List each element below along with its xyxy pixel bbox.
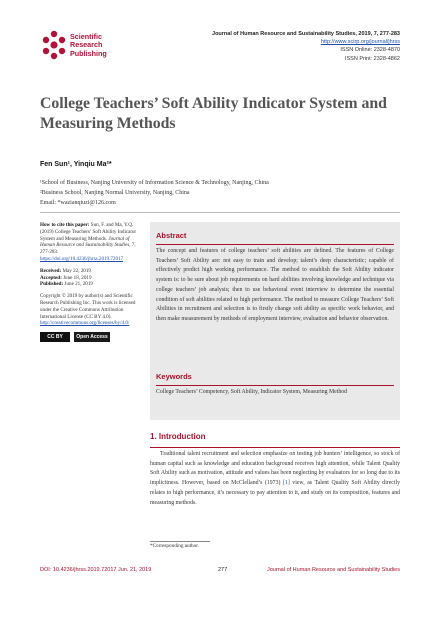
keywords-rule [156,385,394,386]
abstract-rule [156,244,394,245]
scirp-logo-icon [40,30,68,60]
issn-print: ISSN Print: 2328-4862 [344,55,400,62]
journal-info [212,30,400,63]
journal-citation: Journal of Human Resource and Sustainability Studies, 2019, 7, 277-283 [212,31,400,37]
footer-doi: DOI: 10.4236/jhrss.2019.72017 Jun. 21, 2019 [40,567,152,573]
footnote-rule [150,541,210,542]
intro-heading: 1. Introduction [150,432,206,441]
keywords-heading: Keywords [156,372,192,381]
intro-rule [150,447,400,448]
abstract-heading: Abstract [156,231,187,240]
footer-journal: Journal of Human Resource and Sustainability Studies [267,567,400,573]
divider [40,212,400,213]
affiliation-1: ¹School of Business, Nanjing University of Information Science & Technology, Nanjing, China [40,180,269,186]
page-footer [40,567,400,577]
abstract-box [150,222,400,420]
abstract-text: The concept and features of college teachers’ soft abilities are defined. The features of College Teachers’ Soft Ability are: not easy to train and develop; talent’s deep characteristic; capable of effectively predict high working performance. The method to establish the Soft Ability indicator system is: to be sure about job requirements on hard abilities involving knowledge and technique via college teachers’ job analysis; then to use behavioral event interview to determine the essential condition of soft abilities related to high performance. The method to measure College Teachers’ Soft Abilities in recruitment and selection is to firstly change soft ability as specific work behavior, and then make measurement by methods of employment interview, evaluation and behavior observation. [156,248,394,322]
email: Email: *wazianqiuzi@126.com [40,200,116,206]
affiliations [40,178,269,208]
page-number: 277 [218,567,228,573]
open-access-badge-icon: Open Access [74,332,110,342]
keywords-text: College Teachers’ Competency, Soft Ability, Indicator System, Measuring Method [156,389,348,395]
cite-block: How to cite this paper: Sun, F. and Ma, Y.Q. (2019) College Teachers’ Soft Ability Indicator System and Measuring Methods. Journal of Human Resource and Sustainability Studies, 7, 277-283. https://doi.org/10.4236/jhrss.2019.72017 [40,222,137,262]
license-link[interactable]: http://creativecommons.org/licenses/by/4.0/ [40,320,130,327]
issn-online: ISSN Online: 2328-4870 [340,47,400,54]
authors: Fen Sun¹, Yinqiu Ma²* [40,161,112,168]
dates-block: Received: May 22, 2019 Accepted: June 18, 2019 Published: June 21, 2019 [40,267,93,288]
license-badges [40,332,140,342]
reference-link[interactable]: [1] [282,480,290,487]
cite-doi-link[interactable]: https://doi.org/10.4236/jhrss.2019.72017 [40,255,124,262]
cc-by-badge-icon: CC BY [40,332,70,342]
intro-paragraph: Traditional talent recruitment and selection emphasize on testing job hunters’ intelligence, so stock of human capital such as knowledge and education background receives high attention, while Talent Quality Soft Ability such as motivation, attitude and values has been neglecting by evaluators for so long due to its implicitness. However, based on McClelland’s (1973) [1] view, as Talent Quality Soft Ability directly relates to high performance, it’s necessary to pay attention to it, and study on its composition, features and measuring methods. [150,451,400,506]
paper-title: College Teachers’ Soft Ability Indicator System and Measuring Methods [40,95,387,132]
publisher-name: Scientific Research Publishing [70,32,107,58]
publisher-logo [40,30,160,70]
affiliation-2: ²Business School, Nanjing Normal University, Nanjing, China [40,190,190,196]
article-sidebar [40,222,140,342]
journal-url-link[interactable]: http://www.scirp.org/journal/jhrss [320,39,400,46]
footnote: *Corresponding author. [150,543,199,549]
copyright-block: Copyright © 2019 by author(s) and Scientific Research Publishing Inc. This work is licensed under the Creative Commons Attribution International License (CC BY 4.0). http://creativecommons.org/licenses/by/4.0/ [40,293,136,327]
